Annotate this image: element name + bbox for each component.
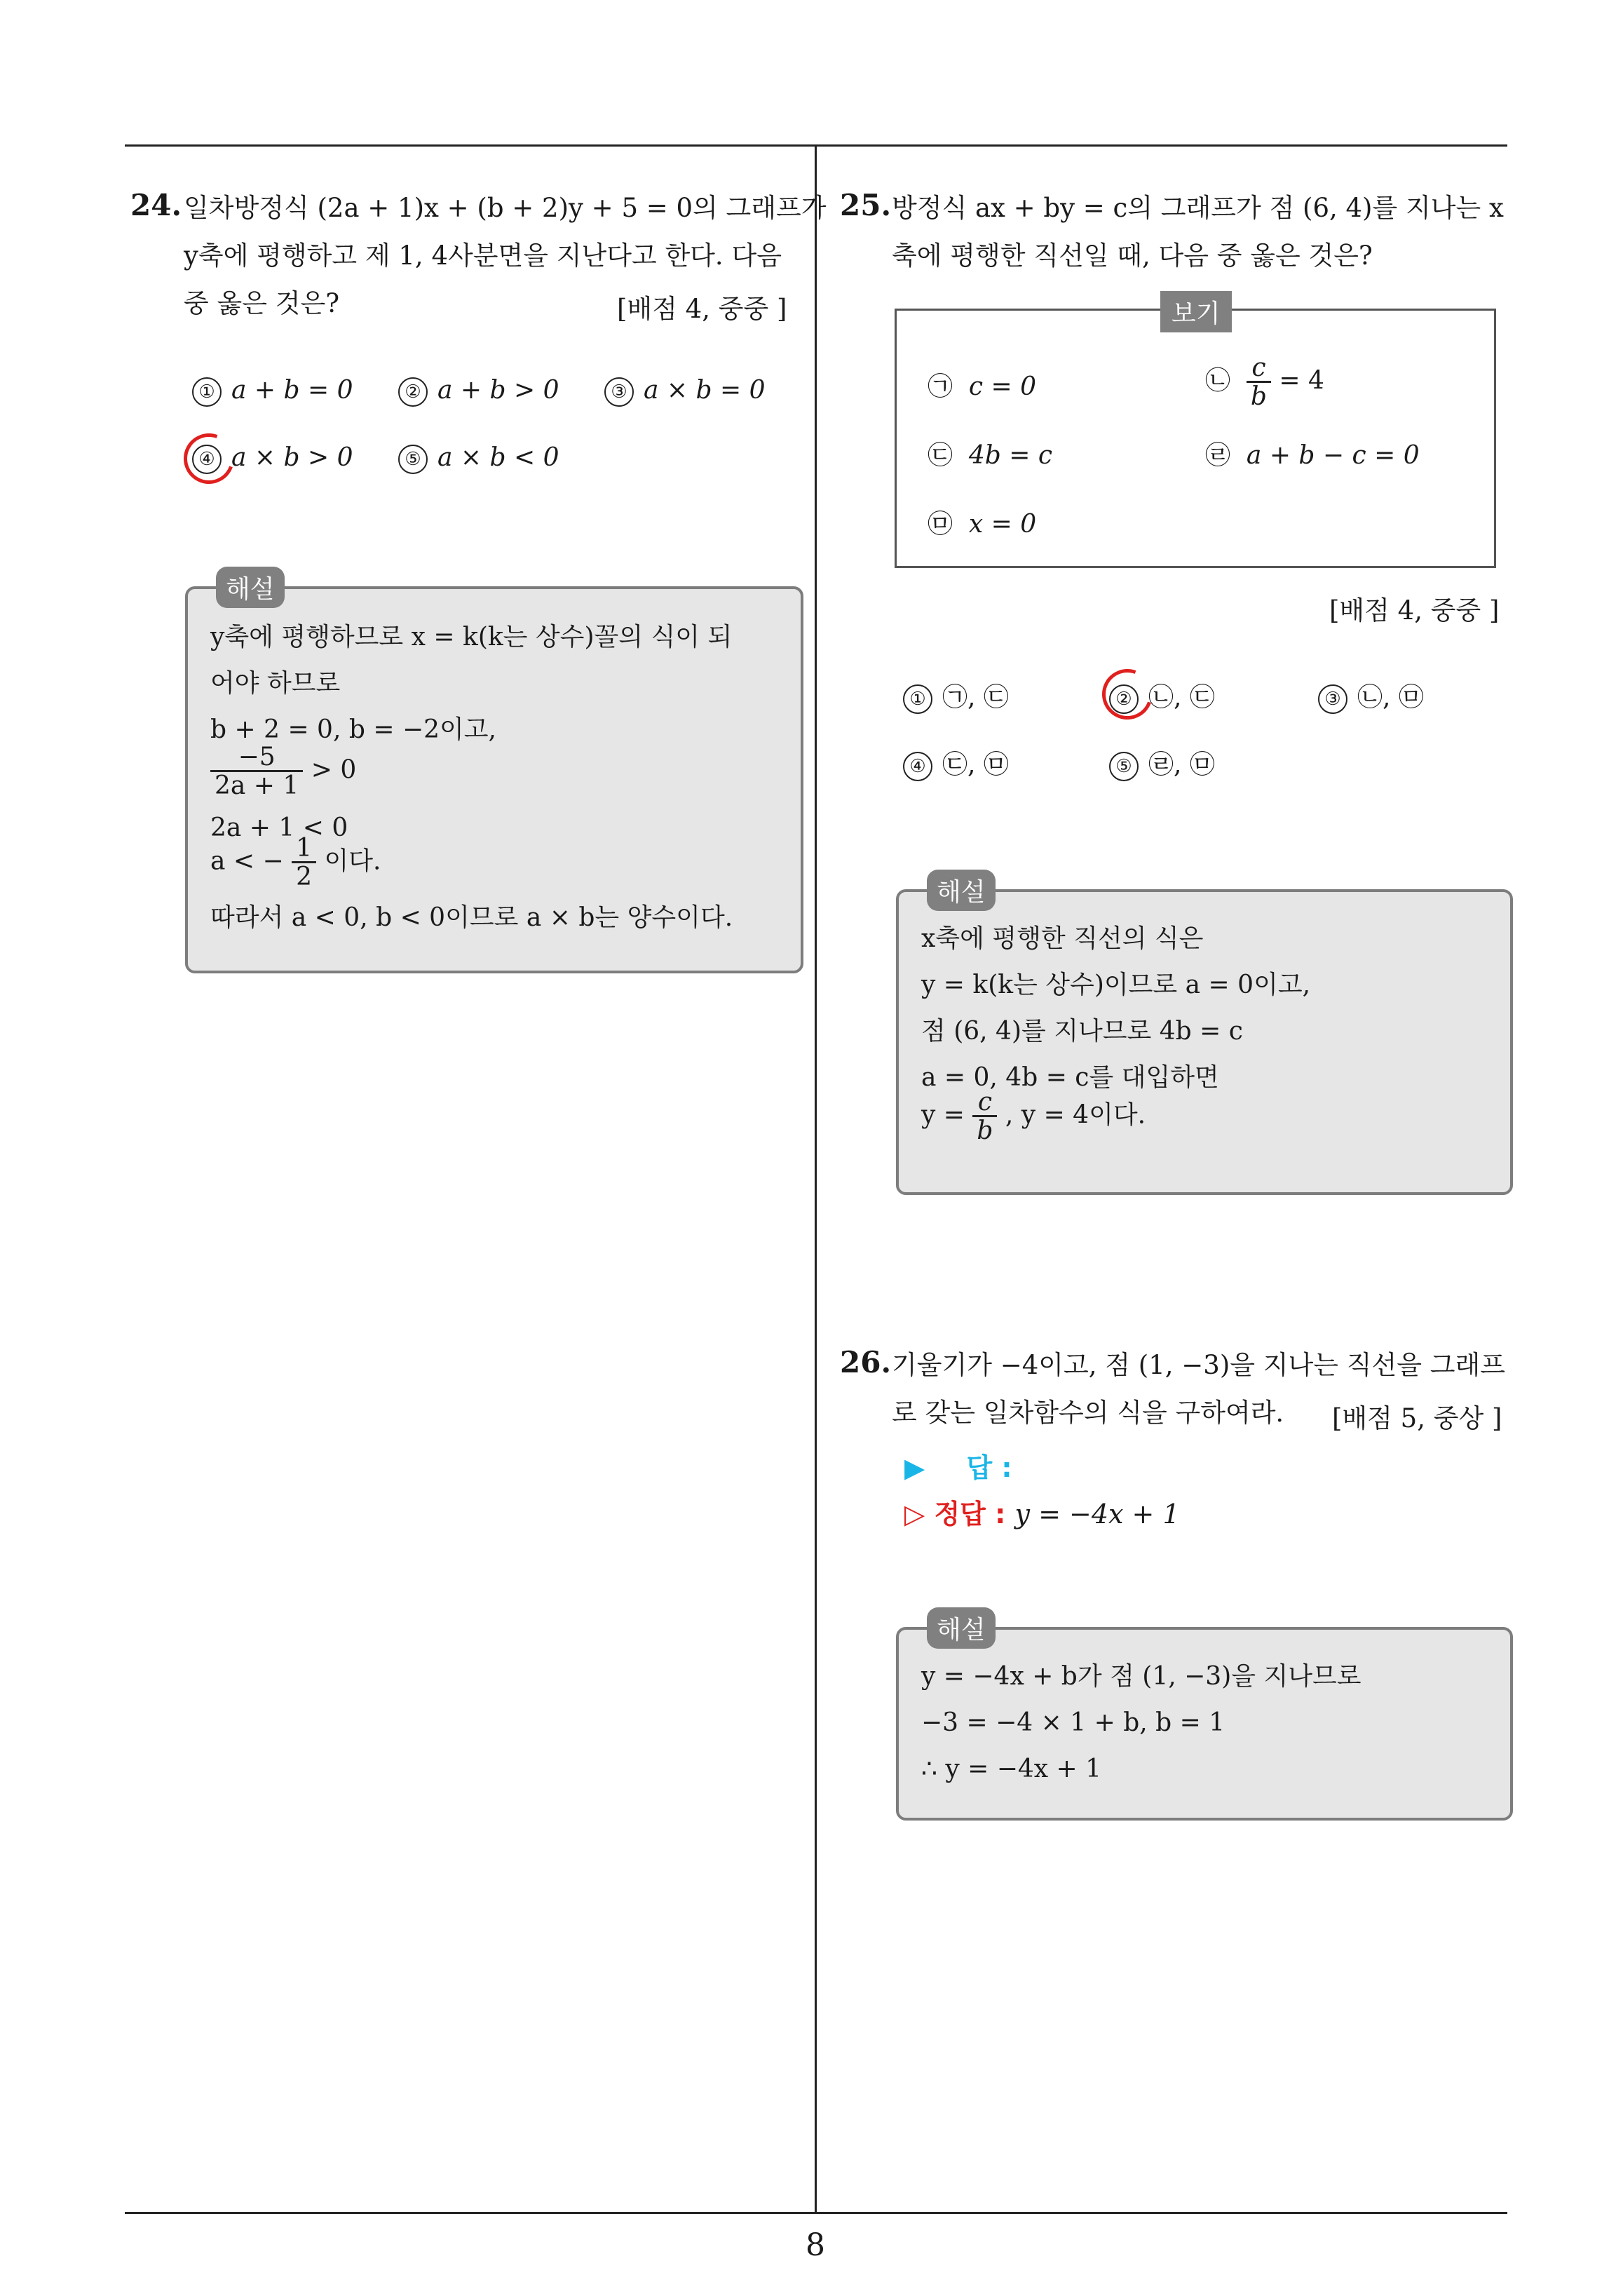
choice-1[interactable]: ① a + b = 0 (192, 376, 353, 407)
explanation-tag: 해설 (216, 567, 285, 608)
choice-3[interactable]: ③ ㉡, ㉤ (1318, 677, 1424, 714)
choice-5[interactable]: ⑤ ㉣, ㉤ (1109, 745, 1215, 781)
choice-2[interactable]: ② ㉡, ㉢ (1109, 677, 1215, 714)
explanation-line: a = 0, 4b = c를 대입하면 (921, 1063, 1219, 1092)
explanation-line: x축에 평행한 직선의 식은 (921, 924, 1204, 953)
explanation-line: y = −4x + b가 점 (1, −3)을 지나므로 (921, 1662, 1361, 1691)
fraction: $\frac{c}{b}$ (1247, 356, 1271, 410)
explanation-box (896, 1616, 1513, 1821)
choice-4[interactable]: ④ ㉢, ㉤ (903, 745, 1009, 781)
bogi-item: ㉡ $\frac{c}{b}$ = 4 (1205, 353, 1324, 411)
explanation-line: 어야 하므로 (210, 669, 341, 698)
bogi-tag: 보기 (1160, 291, 1232, 332)
question-number: 26. (840, 1345, 892, 1379)
explanation-line: y = k(k는 상수)이므로 a = 0이고, (921, 971, 1311, 999)
explanation-line: 따라서 a < 0, b < 0이므로 a × b는 양수이다. (210, 903, 733, 932)
question-text-line: 일차방정식 (2a + 1)x + (b + 2)y + 5 = 0의 그래프가 (184, 193, 827, 223)
question-text-line: 방정식 ax + by = c의 그래프가 점 (6, 4)를 지나는 x (892, 193, 1504, 223)
fraction: $\frac{c}{b}$ (972, 1090, 997, 1144)
question-text-line: 중 옳은 것은? (184, 288, 340, 318)
choice-4[interactable]: ④ a × b > 0 (192, 443, 353, 474)
choice-3[interactable]: ③ a × b = 0 (604, 376, 766, 407)
selected-answer-mark (175, 425, 243, 492)
explanation-box (896, 878, 1513, 1195)
bottom-rule (125, 2212, 1507, 2214)
bogi-item: ㉣ a + b − c = 0 (1205, 441, 1420, 470)
score-label: [배점 4, 중중 ] (1329, 595, 1500, 626)
bogi-item: ㉠ c = 0 (928, 372, 1037, 401)
score-label: [배점 4, 중중 ] (617, 294, 787, 324)
choice-1[interactable]: ① ㉠, ㉢ (903, 677, 1009, 714)
column-divider (815, 144, 817, 2213)
correct-answer-value: y = −4x + 1 (1014, 1499, 1180, 1529)
choice-5[interactable]: ⑤ a × b < 0 (398, 443, 559, 474)
correct-arrow-icon: ▷ (904, 1499, 925, 1529)
selected-answer-mark (1094, 661, 1161, 728)
question-number: 24. (130, 188, 182, 222)
explanation-fraction-line: $\frac{-5}{2a + 1}$ > 0 (210, 745, 356, 799)
choice-2[interactable]: ② a + b > 0 (398, 376, 559, 407)
explanation-fraction-line: a < − $\frac{1}{2}$ 이다. (210, 834, 381, 891)
explanation-tag: 해설 (927, 1607, 996, 1649)
question-number: 25. (840, 188, 892, 222)
explanation-line: −3 = −4 × 1 + b, b = 1 (921, 1708, 1225, 1737)
correct-answer-label: 정답 : (934, 1499, 1006, 1529)
question-text-line: 기울기가 −4이고, 점 (1, −3)을 지나는 직선을 그래프 (892, 1350, 1505, 1380)
explanation-line: b + 2 = 0, b = −2이고, (210, 715, 497, 744)
question-text-line: 축에 평행한 직선일 때, 다음 중 옳은 것은? (892, 241, 1373, 271)
explanation-line: ∴ y = −4x + 1 (921, 1755, 1102, 1783)
question-text-line: y축에 평행하고 제 1, 4사분면을 지난다고 한다. 다음 (184, 241, 782, 271)
explanation-box (185, 575, 803, 973)
bogi-item: ㉤ x = 0 (928, 510, 1037, 539)
score-label: [배점 5, 중상 ] (1332, 1403, 1502, 1433)
bogi-item: ㉢ 4b = c (928, 441, 1053, 470)
fraction: $\frac{-5}{2a + 1}$ (210, 745, 303, 799)
answer-arrow-icon: ▶ (904, 1452, 925, 1483)
answer-input-row[interactable] (904, 1446, 1012, 1485)
explanation-tag: 해설 (927, 870, 996, 911)
page-number: 8 (806, 2227, 825, 2263)
fraction: $\frac{1}{2}$ (292, 836, 316, 890)
question-text-line: 로 갖는 일차함수의 식을 구하여라. (892, 1398, 1284, 1428)
bogi-box (895, 299, 1496, 568)
answer-label: 답 : (966, 1452, 1012, 1483)
explanation-fraction-line: y = $\frac{c}{b}$ , y = 4이다. (921, 1088, 1146, 1145)
explanation-line: y축에 평행하므로 x = k(k는 상수)꼴의 식이 되 (210, 623, 733, 651)
explanation-line: 2a + 1 < 0 (210, 813, 348, 842)
correct-answer-row (904, 1492, 1180, 1531)
explanation-line: 점 (6, 4)를 지나므로 4b = c (921, 1017, 1243, 1046)
